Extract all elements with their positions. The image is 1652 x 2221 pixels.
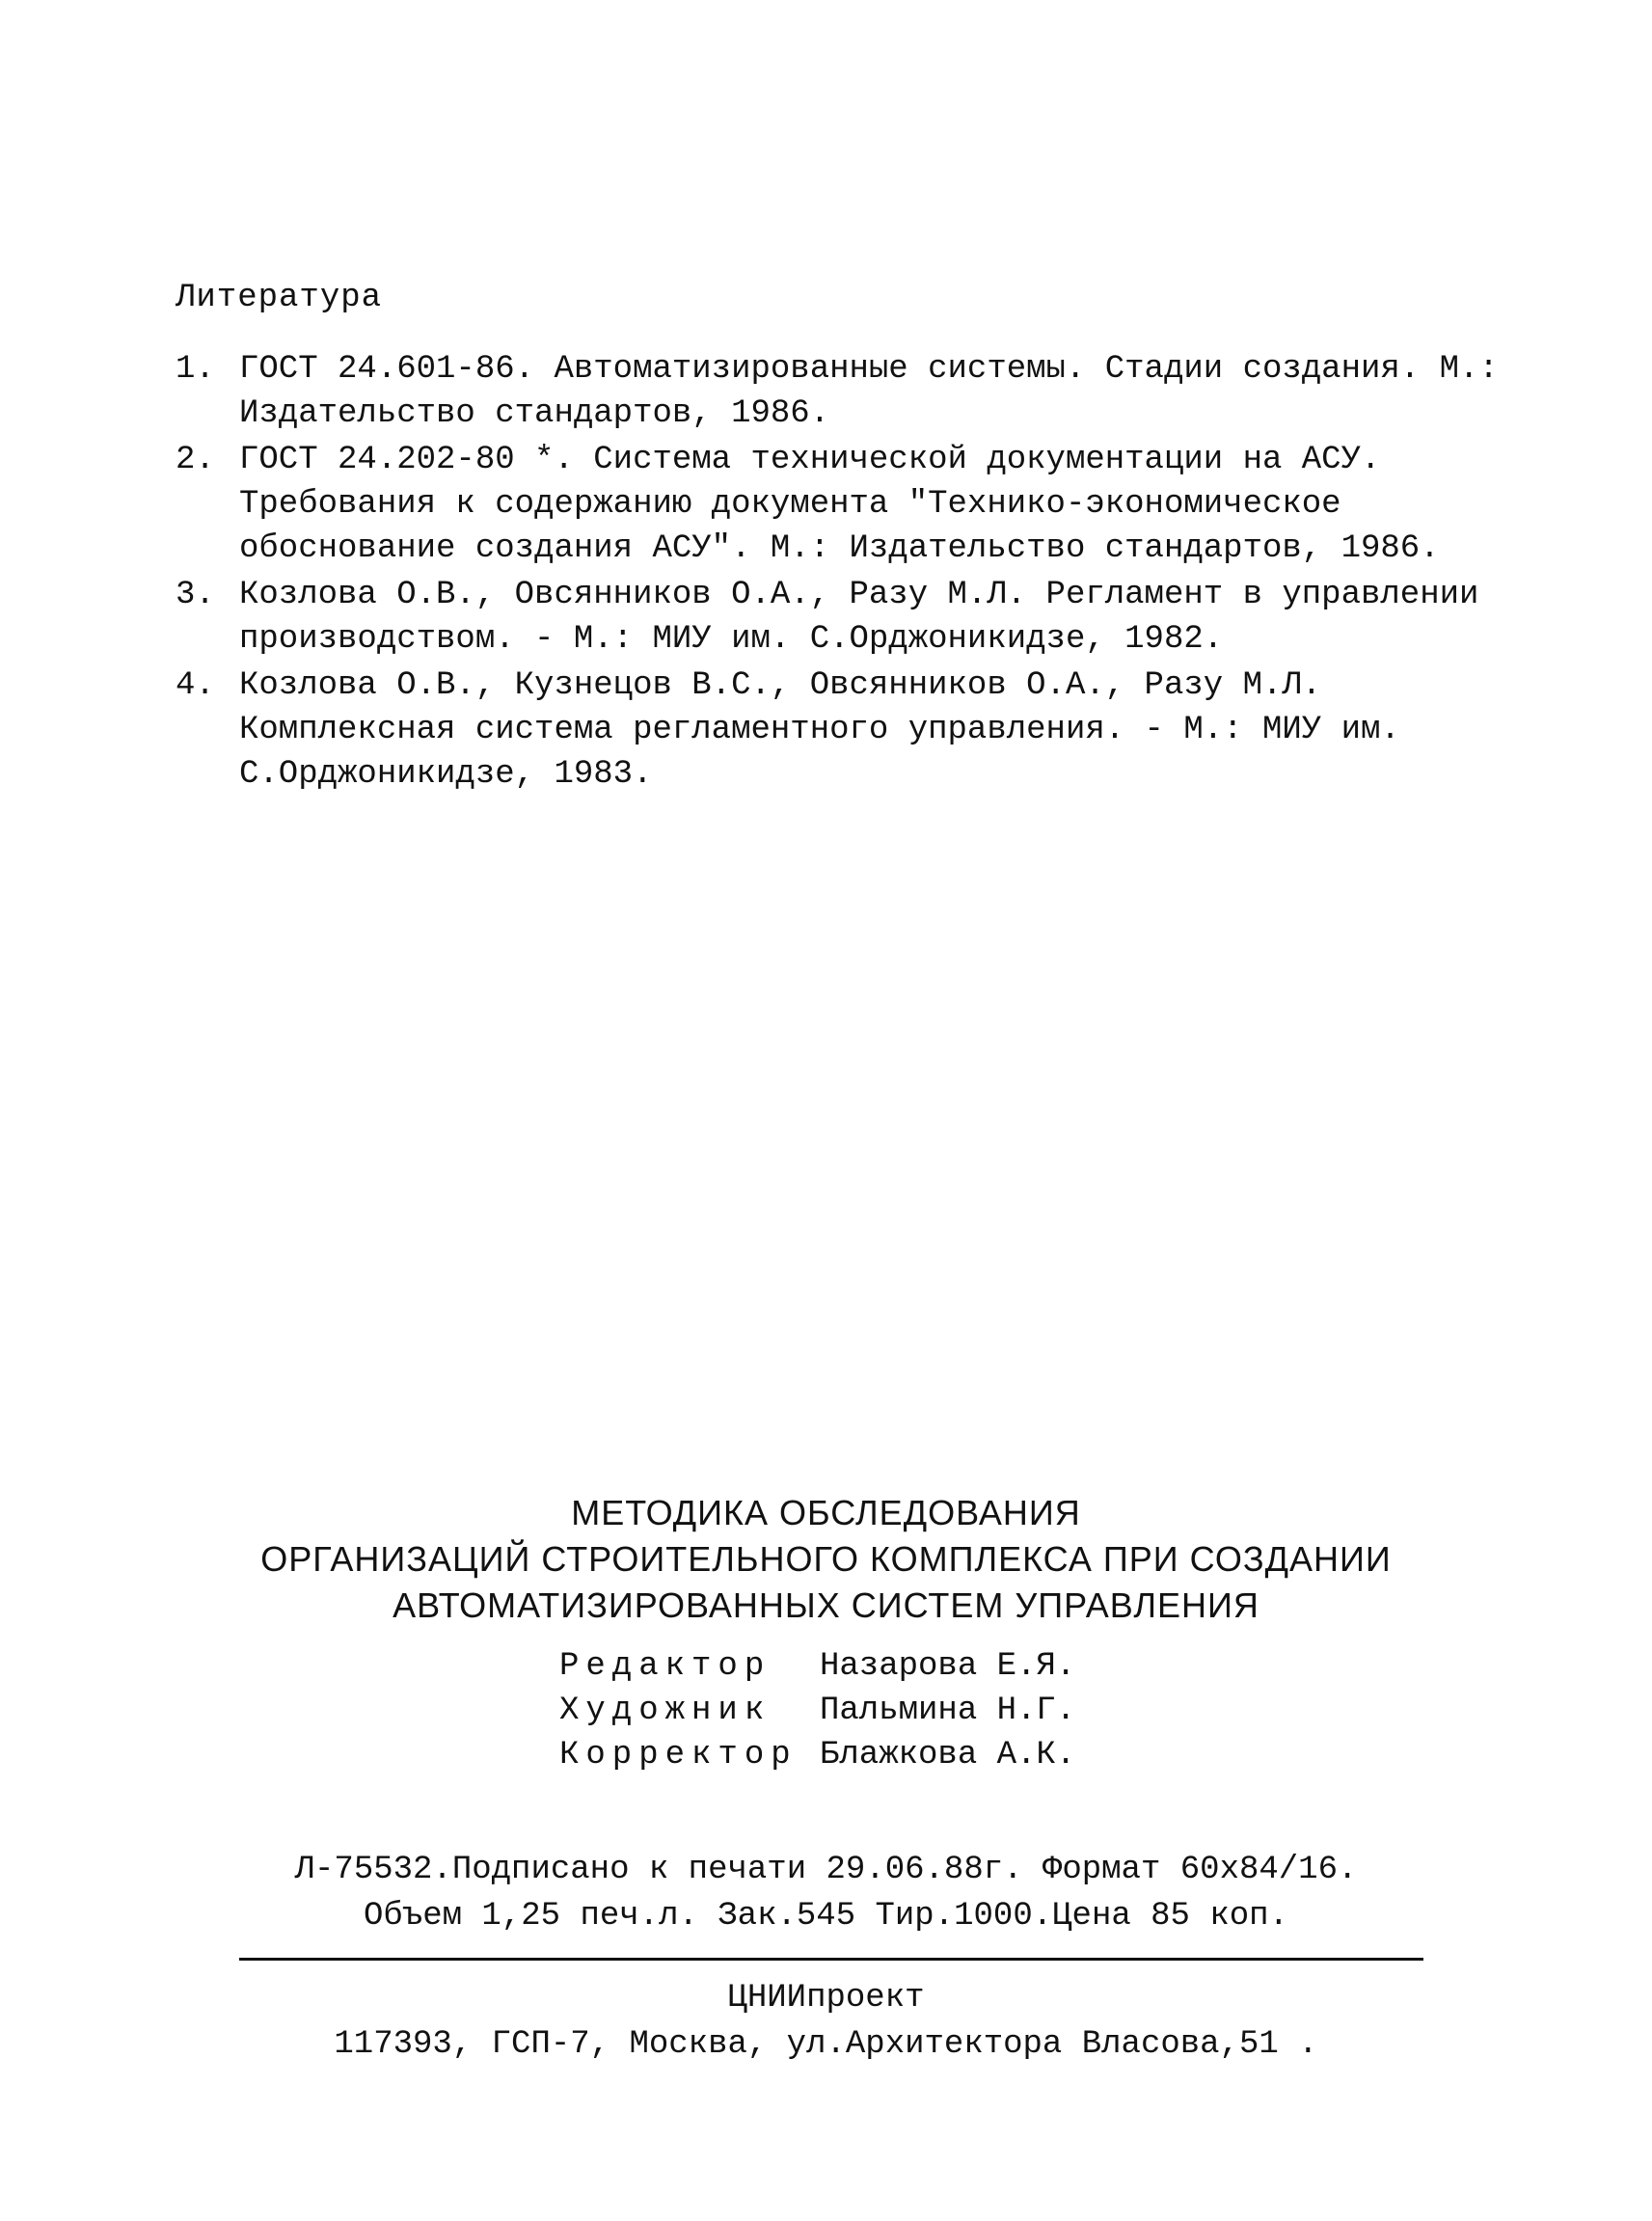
credit-row-artist xyxy=(559,1689,1075,1733)
credit-role: Редактор xyxy=(559,1648,772,1685)
reference-text: ГОСТ 24.202-80 *. Система технической документации на АСУ. Требования к содержанию документа "Технико-экономическое обоснование создания АСУ". М.: Издательство стандартов, 1986. xyxy=(239,442,1440,567)
reference-number: 2. xyxy=(176,442,215,478)
reference-item xyxy=(176,664,1506,797)
reference-text: ГОСТ 24.601-86. Автоматизированные системы. Стадии создания. М.: Издательство стандартов, 1986. xyxy=(239,351,1499,432)
book-title xyxy=(0,1490,1652,1629)
reference-number: 1. xyxy=(176,351,215,388)
credit-row-editor xyxy=(559,1644,1075,1689)
book-title-line-3: АВТОМАТИЗИРОВАННЫХ СИСТЕМ УПРАВЛЕНИЯ xyxy=(393,1585,1259,1625)
reference-text: Козлова О.В., Кузнецов В.С., Овсянников О.А., Разу М.Л. Комплексная система регламентного управления. - М.: МИУ им. С.Орджоникидзе, 1983. xyxy=(239,667,1400,793)
credit-name: Назарова Е.Я. xyxy=(820,1648,1076,1685)
publisher-name: ЦНИИпроект xyxy=(727,1980,925,2017)
credit-role: Корректор xyxy=(559,1737,798,1774)
reference-item xyxy=(176,347,1506,436)
imprint-line-2: Объем 1,25 печ.л. Зак.545 Тир.1000.Цена 85 коп. xyxy=(364,1898,1288,1935)
book-title-line-1: МЕТОДИКА ОБСЛЕДОВАНИЯ xyxy=(571,1493,1081,1532)
reference-number: 3. xyxy=(176,577,215,613)
imprint-block xyxy=(0,1847,1652,1939)
imprint-line-1: Л-75532.Подписано к печати 29.06.88г. Формат 60х84/16. xyxy=(294,1852,1358,1888)
reference-item xyxy=(176,573,1506,662)
reference-number: 4. xyxy=(176,667,215,704)
reference-text: Козлова О.В., Овсянников О.А., Разу М.Л. Регламент в управлении производством. - М.: МИУ им. С.Орджоникидзе, 1982. xyxy=(239,577,1479,658)
credit-name: Пальмина Н.Г. xyxy=(820,1693,1076,1729)
publisher-address: 117393, ГСП-7, Москва, ул.Архитектора Власова,51 . xyxy=(334,2026,1318,2063)
reference-list xyxy=(176,347,1506,799)
credits-block xyxy=(559,1644,1075,1777)
reference-item xyxy=(176,438,1506,571)
literature-heading: Литература xyxy=(176,280,383,316)
credit-role: Художник xyxy=(559,1693,772,1729)
publisher-block xyxy=(0,1975,1652,2068)
credit-name: Блажкова А.К. xyxy=(820,1737,1076,1774)
book-title-line-2: ОРГАНИЗАЦИЙ СТРОИТЕЛЬНОГО КОМПЛЕКСА ПРИ СОЗДАНИИ xyxy=(260,1539,1392,1579)
horizontal-rule xyxy=(239,1958,1423,1961)
credit-row-proofreader xyxy=(559,1733,1075,1777)
